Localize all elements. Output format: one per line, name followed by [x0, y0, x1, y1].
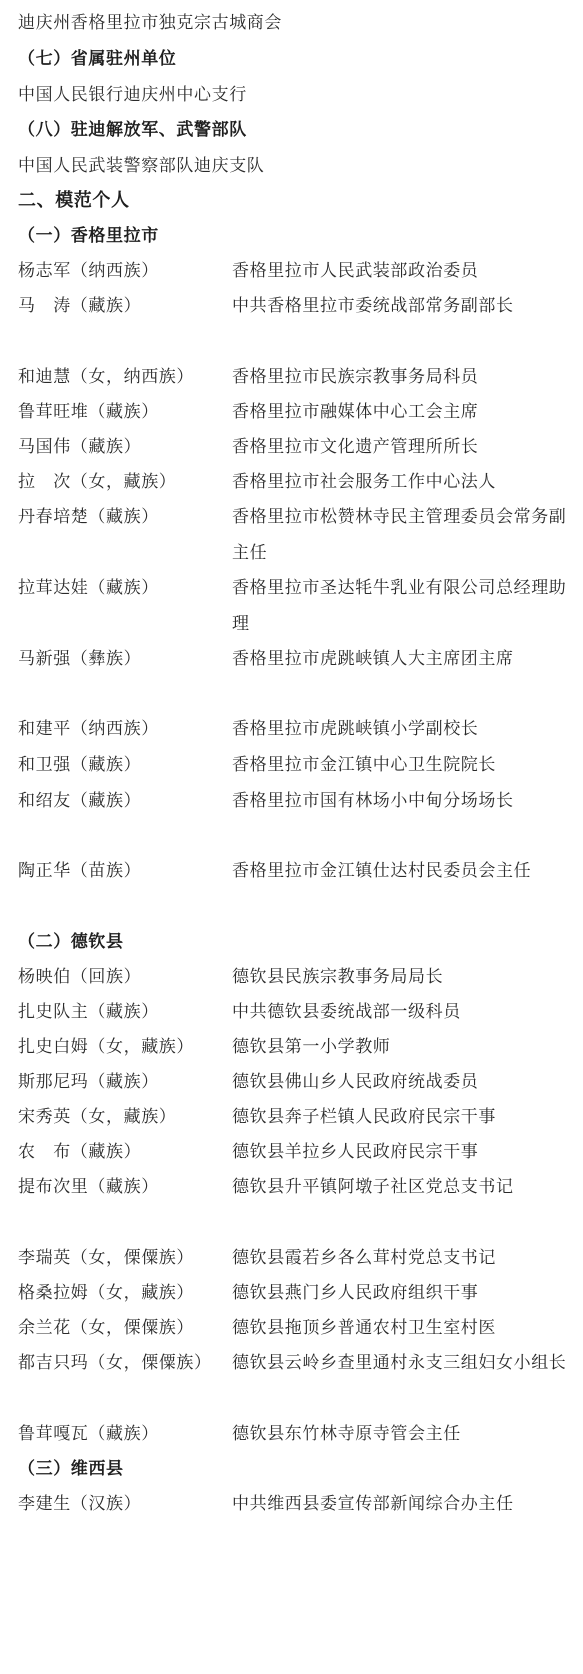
subsection-heading: （八）驻迪解放军、武警部队 [18, 120, 247, 140]
person-name: 杨志军（纳西族） [18, 261, 159, 281]
person-name: 余兰花（女，傈僳族） [18, 1318, 194, 1338]
person-name: 和卫强（藏族） [18, 755, 142, 775]
unit-name: 迪庆州香格里拉市独克宗古城商会 [18, 13, 282, 33]
person-title: 香格里拉市社会服务工作中心法人 [232, 472, 496, 492]
person-name: 马 涛（藏族） [18, 296, 142, 316]
person-title: 德钦县奔子栏镇人民政府民宗干事 [232, 1107, 496, 1127]
person-name: 马国伟（藏族） [18, 437, 142, 457]
person-name: 拉茸达娃（藏族） [18, 578, 159, 598]
person-title: 香格里拉市文化遗产管理所所长 [232, 437, 479, 457]
person-name: 拉 次（女，藏族） [18, 472, 177, 492]
person-name: 斯那尼玛（藏族） [18, 1072, 159, 1092]
person-name: 扎史白姆（女，藏族） [18, 1037, 194, 1057]
person-title: 香格里拉市虎跳峡镇人大主席团主席 [232, 649, 514, 669]
person-title: 中共维西县委宣传部新闻综合办主任 [232, 1494, 514, 1514]
person-name: 农 布（藏族） [18, 1142, 142, 1162]
person-name: 格桑拉姆（女，藏族） [18, 1283, 194, 1303]
person-title: 德钦县霞若乡各么茸村党总支书记 [232, 1248, 496, 1268]
person-title: 中共香格里拉市委统战部常务副部长 [232, 296, 514, 316]
person-name: 李瑞英（女，傈僳族） [18, 1248, 194, 1268]
person-name: 提布次里（藏族） [18, 1177, 159, 1197]
person-name: 扎史队主（藏族） [18, 1002, 159, 1022]
person-name: 和建平（纳西族） [18, 719, 159, 739]
person-title: 德钦县民族宗教事务局局长 [232, 967, 444, 987]
person-title: 中共德钦县委统战部一级科员 [232, 1002, 461, 1022]
person-name: 李建生（汉族） [18, 1494, 142, 1514]
person-title: 香格里拉市民族宗教事务局科员 [232, 367, 479, 387]
person-title: 德钦县升平镇阿墩子社区党总支书记 [232, 1177, 514, 1197]
person-name: 宋秀英（女，藏族） [18, 1107, 177, 1127]
unit-name: 中国人民武装警察部队迪庆支队 [18, 156, 265, 176]
person-title: 香格里拉市人民武装部政治委员 [232, 261, 479, 281]
person-name: 丹春培楚（藏族） [18, 507, 159, 527]
person-title: 德钦县第一小学教师 [232, 1037, 391, 1057]
person-title: 德钦县羊拉乡人民政府民宗干事 [232, 1142, 479, 1162]
person-name: 和迪慧（女，纳西族） [18, 367, 194, 387]
person-title: 德钦县云岭乡查里通村永支三组妇女小组长 [232, 1353, 567, 1373]
person-title: 香格里拉市融媒体中心工会主席 [232, 402, 479, 422]
subsection-heading: （三）维西县 [18, 1459, 124, 1479]
subsection-heading: （一）香格里拉市 [18, 226, 159, 246]
section-heading: 二、模范个人 [18, 190, 130, 211]
person-title: 香格里拉市松赞林寺民主管理委员会常务副主任 [232, 507, 567, 563]
person-title: 香格里拉市国有林场小中甸分场场长 [232, 791, 514, 811]
person-name: 杨映伯（回族） [18, 967, 142, 987]
person-name: 陶正华（苗族） [18, 861, 142, 881]
person-name: 和绍友（藏族） [18, 791, 142, 811]
person-title: 德钦县燕门乡人民政府组织干事 [232, 1283, 479, 1303]
person-name: 马新强（彝族） [18, 649, 142, 669]
person-name: 鲁茸嘎瓦（藏族） [18, 1424, 159, 1444]
person-title: 香格里拉市金江镇仕达村民委员会主任 [232, 861, 532, 881]
person-name: 都吉只玛（女，傈僳族） [18, 1353, 212, 1373]
person-title: 香格里拉市金江镇中心卫生院院长 [232, 755, 496, 775]
unit-name: 中国人民银行迪庆州中心支行 [18, 85, 247, 105]
person-title: 香格里拉市圣达牦牛乳业有限公司总经理助理 [232, 578, 567, 634]
subsection-heading: （七）省属驻州单位 [18, 49, 177, 69]
subsection-heading: （二）德钦县 [18, 932, 124, 952]
person-title: 德钦县东竹林寺原寺管会主任 [232, 1424, 461, 1444]
person-title: 德钦县拖顶乡普通农村卫生室村医 [232, 1318, 496, 1338]
person-title: 香格里拉市虎跳峡镇小学副校长 [232, 719, 479, 739]
person-title: 德钦县佛山乡人民政府统战委员 [232, 1072, 479, 1092]
person-name: 鲁茸旺堆（藏族） [18, 402, 159, 422]
